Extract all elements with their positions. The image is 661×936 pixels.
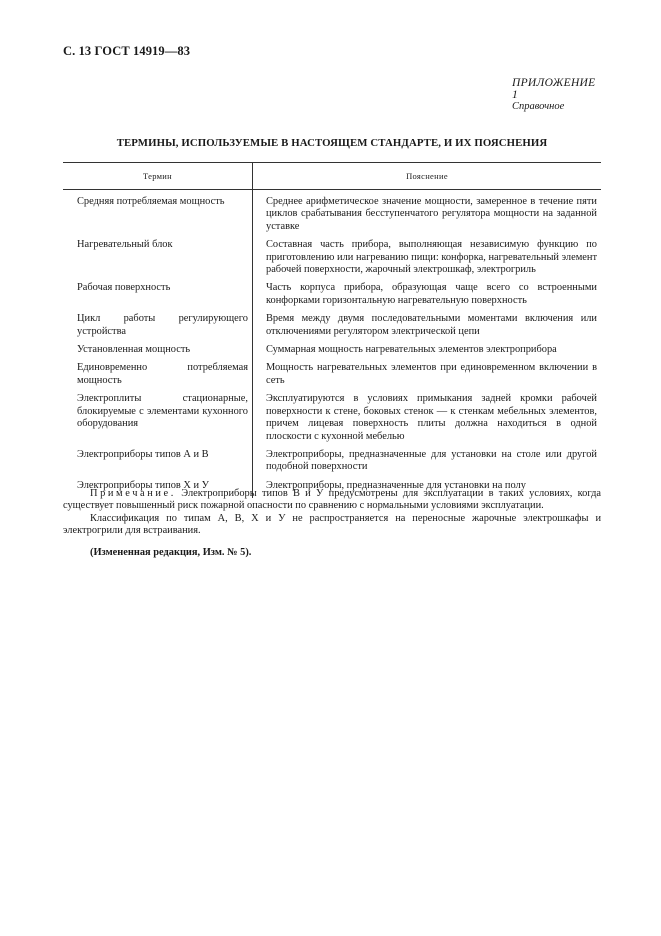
term-cell: Электроприборы типов X и У: [77, 479, 210, 491]
table-row: [63, 362, 601, 393]
term-cell: Цикл работы регулирующего устройства: [77, 313, 248, 337]
terms-table: [63, 162, 601, 498]
column-header-explanation: Пояснение: [253, 163, 602, 190]
term-cell: Электроприборы типов А и В: [77, 448, 209, 460]
explanation-cell: Среднее арифметическое значение мощности, замеренное в течение пяти циклов срабатывания бесступенчатого регулятора мощности на заданной уставке: [266, 196, 597, 232]
explanation-cell: Суммарная мощность нагревательных элементов электроприбора: [266, 344, 557, 356]
explanation-cell: Мощность нагревательных элементов при единовременном включении в сеть: [266, 362, 597, 386]
explanation-cell: Часть корпуса прибора, образующая чаще всего со встроенными конфорками горизонтальную нагревательную поверхность: [266, 282, 597, 306]
term-cell: Электроплиты стационарные, блокируемые с элементами кухонного оборудования: [77, 393, 248, 430]
term-cell: Нагревательный блок: [77, 239, 173, 251]
appendix-subtitle: Справочное: [512, 101, 565, 112]
note-paragraph-2: Классификация по типам А, В, X и У не распространяется на переносные жарочные электрошкафы и электрогрили для встраивания.: [63, 512, 601, 537]
edition-note: (Измененная редакция, Изм. № 5).: [90, 547, 252, 558]
note-text: Электроприборы типов В и У предусмотрены для эксплуатации в таких условиях, когда существует повышенный риск пожарной опасности по сравнению с нормальными условиями эксплуатации.: [63, 488, 601, 512]
note-paragraph: [63, 488, 601, 513]
term-cell: Единовременно потребляемая мощность: [77, 362, 248, 386]
appendix-label: [512, 77, 597, 112]
explanation-cell: Время между двумя последовательными моментами включения или отключениями регулятором электрической цепи: [266, 313, 597, 337]
table-row: [63, 196, 601, 239]
document-title: ТЕРМИНЫ, ИСПОЛЬЗУЕМЫЕ В НАСТОЯЩЕМ СТАНДАРТЕ, И ИХ ПОЯСНЕНИЯ: [116, 137, 548, 149]
table-row: [63, 393, 601, 449]
column-header-term: Термин: [63, 163, 253, 190]
note-label: Примечание.: [90, 488, 176, 499]
table-row: [63, 344, 601, 362]
table-row: [63, 239, 601, 282]
table-row: [63, 449, 601, 480]
appendix-title: ПРИЛОЖЕНИЕ 1: [512, 77, 596, 101]
term-cell: Рабочая поверхность: [77, 282, 171, 294]
page-header: С. 13 ГОСТ 14919—83: [63, 44, 191, 58]
note-block: [63, 488, 601, 538]
explanation-cell: Электроприборы, предназначенные для установки на столе или другой подобной поверхности: [266, 448, 597, 473]
explanation-cell: Составная часть прибора, выполняющая независимую функцию по приготовлению или нагреванию пищи: конфорка, нагревательный элемент рабочей поверхности, жарочный электрошкаф, электрогриль: [266, 239, 597, 276]
term-cell: Средняя потребляемая мощность: [77, 196, 225, 207]
term-cell: Установленная мощность: [77, 344, 191, 356]
table-row: [63, 282, 601, 313]
explanation-cell: Электроприборы, предназначенные для установки на полу: [266, 479, 526, 491]
table-header-row: [63, 163, 601, 190]
explanation-cell: Эксплуатируются в условиях примыкания задней кромки рабочей поверхности к стене, боковых стенок — к стенкам мебельных элементов, причем лицевая поверхность плиты должна находиться в одной плоскости с кухонной мебелью: [266, 393, 597, 442]
table-row: [63, 313, 601, 344]
